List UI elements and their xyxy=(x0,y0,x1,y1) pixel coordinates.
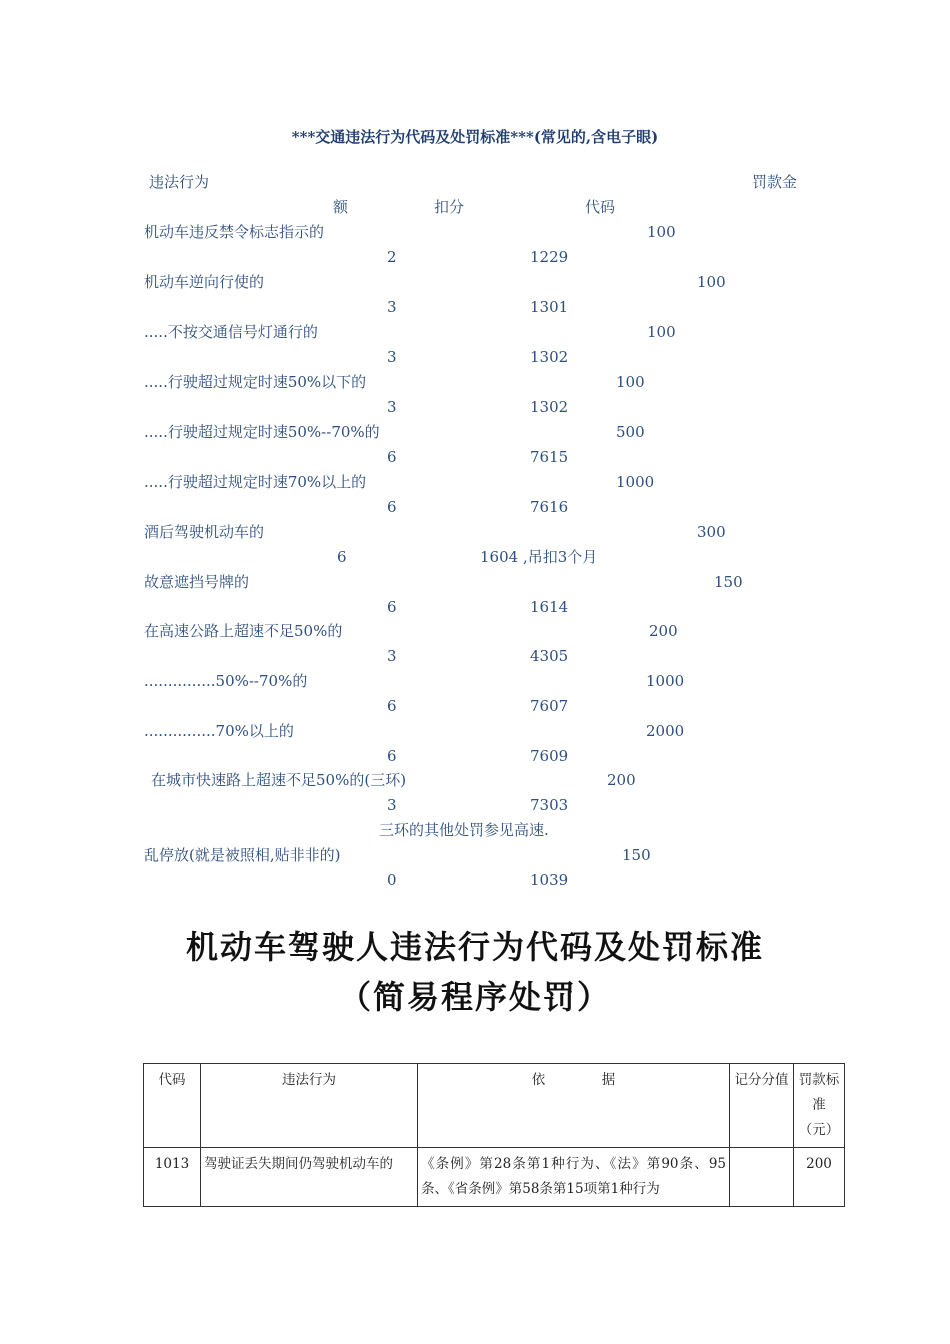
row-act: 乱停放(就是被照相,贴非非的) xyxy=(144,846,341,864)
row-act: 机动车逆向行使的 xyxy=(144,273,265,291)
row-act: .....行驶超过规定时速50%--70%的 xyxy=(144,423,380,441)
row-fine: 100 xyxy=(616,373,645,391)
table-header-row xyxy=(144,1064,845,1148)
cell-basis: 《条例》第28条第1种行为、《法》第90条、95条、《省条例》第58条第15项第1种行为 xyxy=(418,1148,730,1207)
cell-fine: 200 xyxy=(794,1148,845,1207)
row-fine: 1000 xyxy=(616,473,655,491)
col-header-points: 记分分值 xyxy=(730,1064,794,1148)
row-fine: 500 xyxy=(616,423,645,441)
row-fine: 100 xyxy=(647,223,676,241)
row-points: 6 xyxy=(387,747,397,765)
row-fine: 200 xyxy=(649,622,678,640)
col-header-fine: 罚款标准（元） xyxy=(794,1064,845,1148)
row-code: 1039 xyxy=(530,871,569,889)
table-row xyxy=(144,1148,845,1207)
row-points: 3 xyxy=(387,796,397,814)
row-fine: 100 xyxy=(697,273,726,291)
row-code: 7607 xyxy=(530,697,569,715)
row-points: 2 xyxy=(387,248,397,266)
row-fine: 2000 xyxy=(646,722,685,740)
row-points: 6 xyxy=(337,548,347,566)
row-act: 机动车违反禁令标志指示的 xyxy=(144,223,325,241)
col-header-code: 代码 xyxy=(144,1064,201,1148)
row-code: 1614 xyxy=(530,598,569,616)
row-points: 3 xyxy=(387,298,397,316)
row-fine: 1000 xyxy=(646,672,685,690)
row-points: 0 xyxy=(387,871,397,889)
row-act: .....不按交通信号灯通行的 xyxy=(144,323,318,341)
row-points: 6 xyxy=(387,448,397,466)
header-fine-part1: 罚款金 xyxy=(752,173,798,191)
row-points: 6 xyxy=(387,498,397,516)
note: 三环的其他处罚参见高速. xyxy=(379,821,549,839)
row-fine: 300 xyxy=(697,523,726,541)
page-title: ***交通违法行为代码及处罚标准***(常见的,含电子眼) xyxy=(291,128,659,146)
row-points: 6 xyxy=(387,697,397,715)
row-points: 6 xyxy=(387,598,397,616)
row-code: 1302 xyxy=(530,348,569,366)
violations-table xyxy=(143,1063,845,1207)
row-code: 7616 xyxy=(530,498,569,516)
row-act: 在高速公路上超速不足50%的 xyxy=(144,622,343,640)
row-act: .....行驶超过规定时速70%以上的 xyxy=(144,473,367,491)
row-code: 1604 ,吊扣3个月 xyxy=(480,548,598,566)
row-points: 3 xyxy=(387,398,397,416)
header-code: 代码 xyxy=(585,198,616,216)
row-code: 7615 xyxy=(530,448,569,466)
cell-code: 1013 xyxy=(144,1148,201,1207)
row-code: 7609 xyxy=(530,747,569,765)
row-fine: 200 xyxy=(607,771,636,789)
row-act: 在城市快速路上超速不足50%的(三环) xyxy=(151,771,407,789)
col-header-act: 违法行为 xyxy=(201,1064,418,1148)
header-act: 违法行为 xyxy=(149,173,210,191)
section-subheading: （简易程序处罚） xyxy=(338,978,611,1016)
row-code: 1229 xyxy=(530,248,569,266)
row-points: 3 xyxy=(387,348,397,366)
row-code: 1302 xyxy=(530,398,569,416)
row-act: 酒后驾驶机动车的 xyxy=(144,523,265,541)
row-code: 7303 xyxy=(530,796,569,814)
header-points: 扣分 xyxy=(434,198,465,216)
col-header-basis-left: 依 xyxy=(531,1072,546,1088)
cell-act: 驾驶证丢失期间仍驾驶机动车的 xyxy=(201,1148,418,1207)
row-fine: 150 xyxy=(622,846,651,864)
col-header-basis xyxy=(418,1064,730,1148)
row-code: 4305 xyxy=(530,647,569,665)
row-act: ...............70%以上的 xyxy=(144,722,294,740)
row-fine: 150 xyxy=(714,573,743,591)
row-fine: 100 xyxy=(647,323,676,341)
row-act: 故意遮挡号牌的 xyxy=(144,573,250,591)
section-heading: 机动车驾驶人违法行为代码及处罚标准 xyxy=(185,928,764,966)
row-code: 1301 xyxy=(530,298,569,316)
row-points: 3 xyxy=(387,647,397,665)
row-act: .....行驶超过规定时速50%以下的 xyxy=(144,373,367,391)
col-header-basis-right: 据 xyxy=(601,1072,616,1088)
header-fine-part2: 额 xyxy=(333,198,349,216)
cell-points xyxy=(730,1148,794,1207)
row-act: ...............50%--70%的 xyxy=(144,672,308,690)
